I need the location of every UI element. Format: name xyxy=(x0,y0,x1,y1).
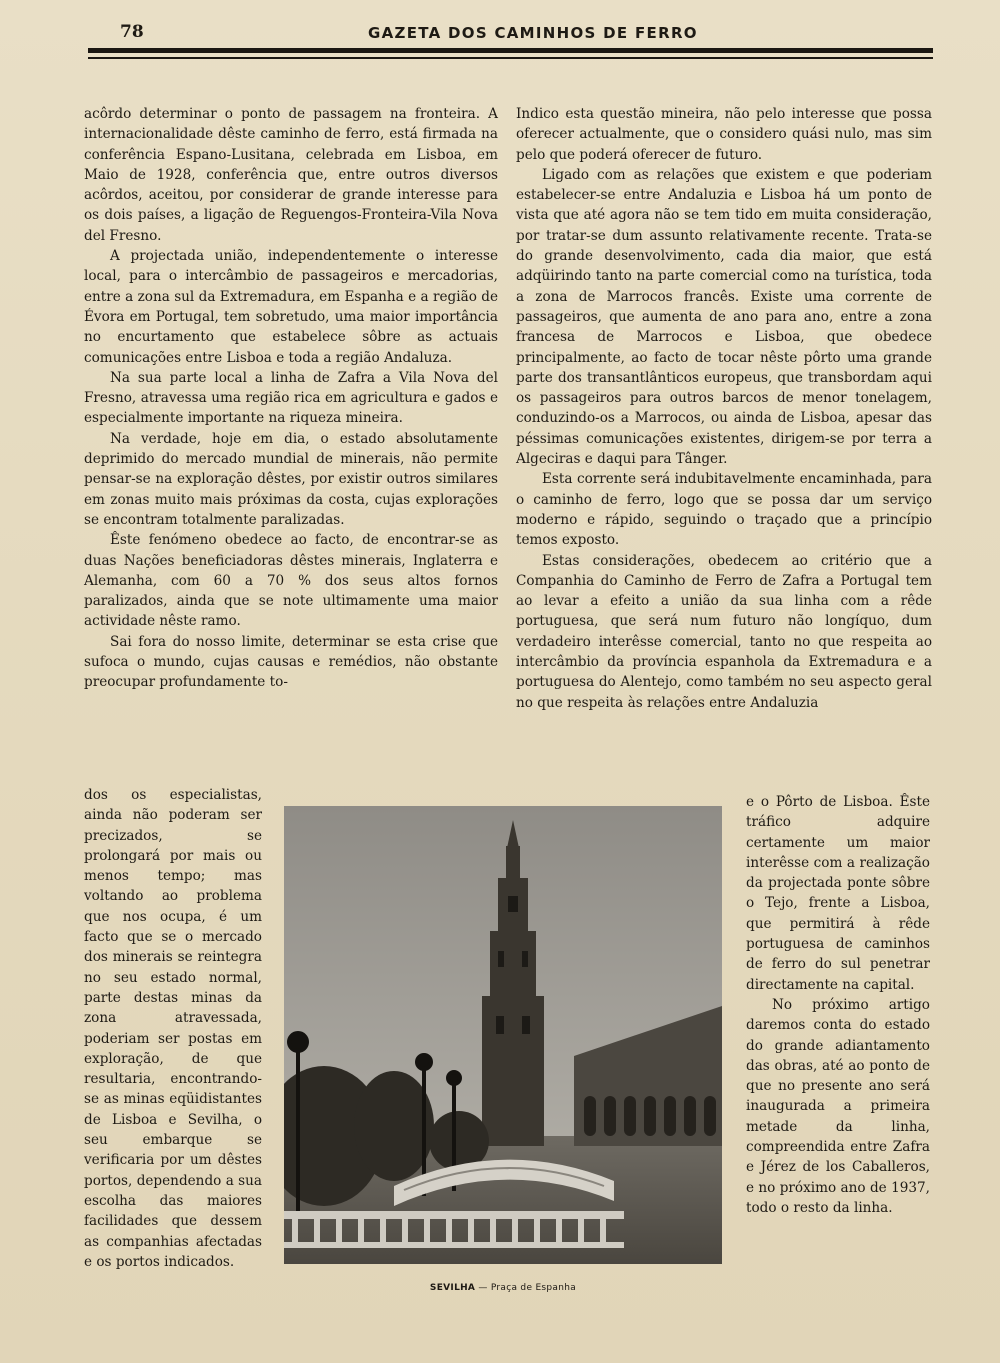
paragraph: Esta corrente será indubitavelmente encaminhada, para o caminho de ferro, logo que se possa dar um serviço moderno e rápido, seguindo o traçado que a princípio temos exposto. xyxy=(516,471,932,549)
journal-title: GAZETA DOS CAMINHOS DE FERRO xyxy=(368,24,698,42)
paragraph: dos os especialistas, ainda não poderam ser precizados, se prolongará por mais ou menos tempo; mas voltando ao problema que nos ocupa, é um facto que se o mercado dos minerais se reintegra no seu estado normal, parte destas minas da zona atravessada, poderiam ser postas em exploração, de que resultaria, encontrando-se as minas eqüidistantes de Lisboa e Sevilha, o seu embarque se verificaria por um dêstes portos, dependendo a sua escolha das maiores facilidades que dessem as companhias afectadas e os portos indicados. xyxy=(84,787,262,1270)
paragraph: No próximo artigo daremos conta do estado do grande adiantamento das obras, até ao ponto de que no presente ano será inaugurada a primeira metade da linha, compreendida entre Zafra e Jérez de los Caballeros, e no próximo ano de 1937, todo o resto da linha. xyxy=(746,996,930,1216)
photo-caption xyxy=(284,1283,722,1293)
caption-place: SEVILHA xyxy=(429,1283,476,1293)
paragraph: acôrdo determinar o ponto de passagem na fronteira. A internacionalidade dêste caminho de ferro, está firmada na conferência Espano-Lusitana, celebrada em Lisboa, em Maio de 1928, conferência que, entre outros diversos acôrdos, aceitou, por considerar de grande interesse para os dois países, a ligação de Reguengos-Fronteira-Vila Nova del Fresno. xyxy=(84,106,498,244)
paragraph: Indico esta questão mineira, não pelo interesse que possa oferecer actualmente, que o considero quási nulo, mas sim pelo que poderá oferecer de futuro. xyxy=(516,106,932,163)
caption-text: — Praça de Espanha xyxy=(475,1283,577,1293)
paragraph: Na verdade, hoje em dia, o estado absolutamente deprimido do mercado mundial de minerais, não permite pensar-se na exploração dêstes, por existir outros similares em zonas muito mais próximas da costa, cujas explorações se encontram totalmente paralizadas. xyxy=(84,430,498,528)
right-narrow-column xyxy=(746,792,930,1218)
photo-plaza-de-espana xyxy=(284,806,722,1264)
page-header xyxy=(88,18,933,48)
paragraph: Na sua parte local a linha de Zafra a Vila Nova del Fresno, atravessa uma região rica em agricultura e gados e especialmente importante na riqueza mineira. xyxy=(84,369,498,427)
page-number: 78 xyxy=(120,22,144,42)
header-rule-thick xyxy=(88,48,933,53)
paragraph: Sai fora do nosso limite, determinar se esta crise que sufoca o mundo, cujas causas e remédios, não obstante preocupar profundamente to- xyxy=(84,633,498,691)
header-rule-thin xyxy=(88,57,933,59)
left-narrow-column xyxy=(84,785,262,1272)
paragraph: Êste fenómeno obedece ao facto, de encontrar-se as duas Nações beneficiadoras dêstes minerais, Inglaterra e Alemanha, com 60 a 70 % dos seus altos fornos paralizados, ainda que se note ultimamente uma maior actividade nêste ramo. xyxy=(84,532,498,630)
balusters xyxy=(292,1219,606,1242)
left-column xyxy=(84,104,498,693)
right-column xyxy=(516,104,932,713)
photo-illustration xyxy=(284,806,722,1264)
paragraph: Ligado com as relações que existem e que poderiam estabelecer-se entre Andaluzia e Lisboa há um ponto de vista que até agora não se tem tido em muita consideração, por tratar-se dum assunto relativamente recente. Trata-se do grande desenvolvimento, cada dia maior, que está adqüirindo tanto na parte comercial como na turística, toda a zona de Marrocos francês. Existe uma corrente de passageiros, que aumenta de ano para ano, entre a zona francesa de Marrocos e Lisboa, que obedece principalmente, ao facto de tocar nêste pôrto uma grande parte dos transantlânticos europeus, que transbordam aqui os passageiros para outros barcos de menor tonelagem, conduzindo-os a Marrocos, ou ainda de Lisboa, apesar das péssimas comunicações existentes, dirigem-se por terra a Algeciras e daqui para Tânger. xyxy=(516,166,932,468)
paragraph: Estas considerações, obedecem ao critério que a Companhia do Caminho de Ferro de Zafra a Portugal tem ao levar a efeito a união da sua linha com a rêde portuguesa, que será num futuro não longíquo, dum verdadeiro interêsse comercial, tanto no que respeita ao intercâmbio da província espanhola da Extremadura e a portuguesa do Alentejo, como também no seu aspecto geral no que respeita às relações entre Andaluzia xyxy=(516,552,932,711)
paragraph: e o Pôrto de Lisboa. Êste tráfico adquire certamente um maior interêsse com a realização da projectada ponte sôbre o Tejo, frente a Lisboa, que permitirá à rêde portuguesa de caminhos de ferro do sul penetrar directamente na capital. xyxy=(746,794,930,993)
paragraph: A projectada união, independentemente o interesse local, para o intercâmbio de passageiros e mercadorias, entre a zona sul da Extremadura, em Espanha e a região de Évora em Portugal, tem sobretudo, uma maior importância no encurtamento que estabelece sôbre as actuais comunicações entre Lisboa e toda a região Andaluza. xyxy=(84,248,498,366)
